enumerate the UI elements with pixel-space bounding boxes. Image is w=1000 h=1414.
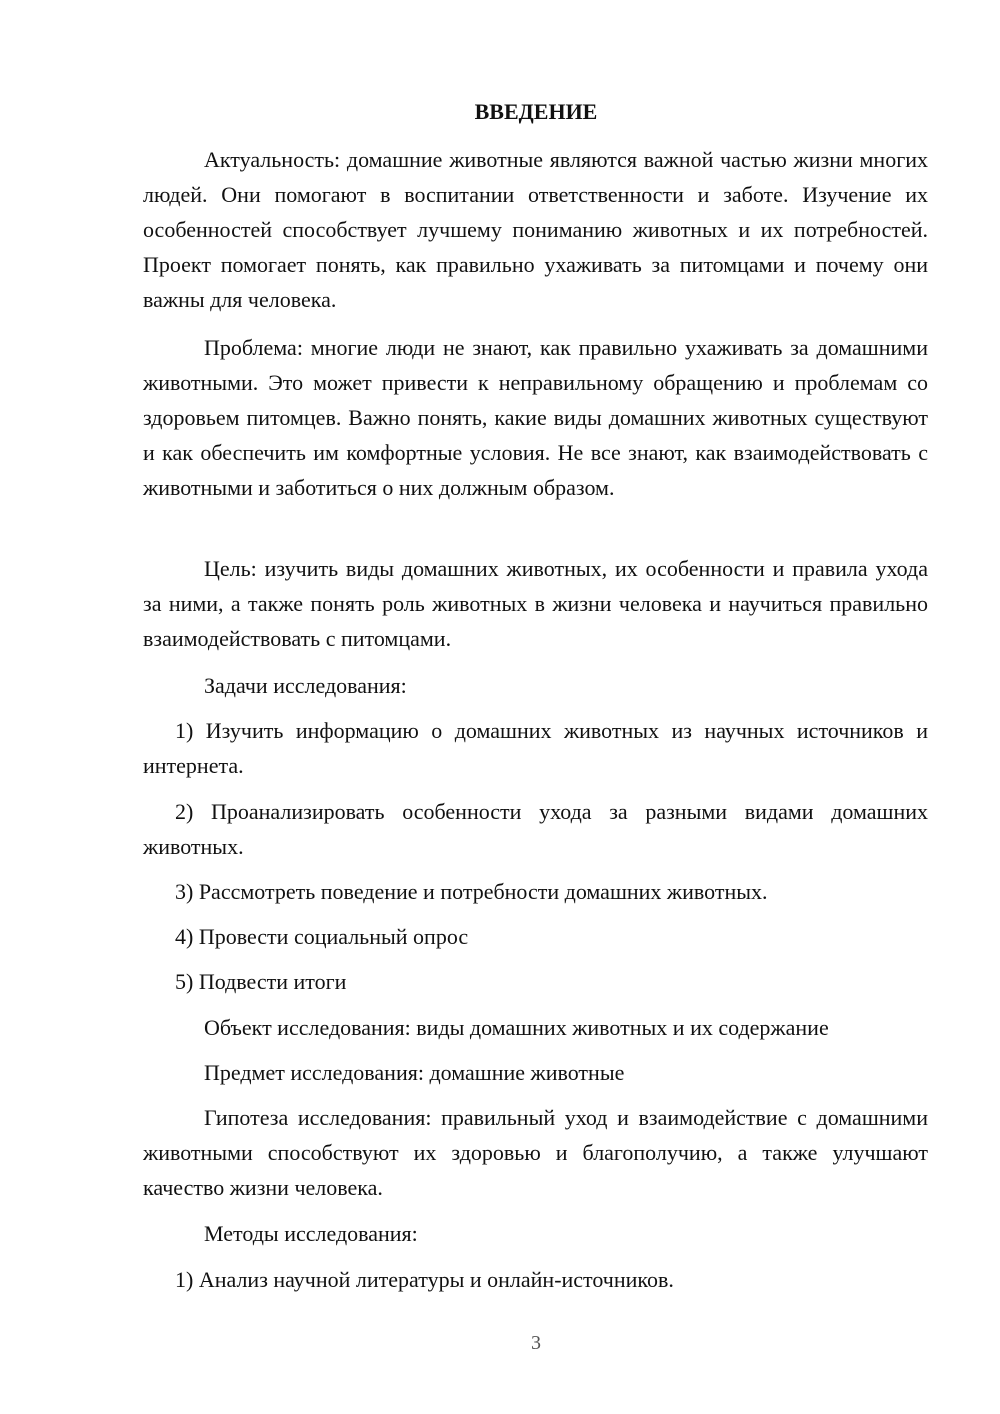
problem-paragraph: Проблема: многие люди не знают, как правильно ухаживать за домашними животными. Это может привести к неправильному обращению и проблемам со здоровьем питомцев. Важно понять, какие виды домашних животных существуют и как обеспечить им комфортные условия. Не все знают, как взаимодействовать с животными и заботиться о них должным образом. [143, 335, 928, 500]
method-item-1: 1) Анализ научной литературы и онлайн-источников. [175, 1267, 674, 1292]
subject-paragraph: Предмет исследования: домашние животные [204, 1060, 625, 1085]
page-number: 3 [531, 1332, 541, 1354]
task-item-5: 5) Подвести итоги [175, 969, 347, 994]
task-item-1: 1) Изучить информацию о домашних животных из научных источников и интернета. [143, 718, 928, 778]
relevance-paragraph: Актуальность: домашние животные являются важной частью жизни многих людей. Они помогают в воспитании ответственности и заботе. Изучение их особенностей способствует лучшему пониманию животных и их потребностей. Проект помогает понять, как правильно ухаживать за питомцами и почему они важны для человека. [143, 147, 928, 312]
hypothesis-paragraph: Гипотеза исследования: правильный уход и взаимодействие с домашними животными способствуют их здоровью и благополучию, а также улучшают качество жизни человека. [143, 1105, 928, 1200]
task-item-3: 3) Рассмотреть поведение и потребности домашних животных. [175, 879, 768, 904]
task-item-2: 2) Проанализировать особенности ухода за разными видами домашних животных. [143, 799, 928, 859]
goal-paragraph: Цель: изучить виды домашних животных, их особенности и правила ухода за ними, а также понять роль животных в жизни человека и научиться правильно взаимодействовать с питомцами. [143, 556, 928, 651]
task-item-4: 4) Провести социальный опрос [175, 924, 469, 949]
methods-heading: Методы исследования: [204, 1221, 418, 1246]
object-paragraph: Объект исследования: виды домашних животных и их содержание [204, 1015, 829, 1040]
page-title: ВВЕДЕНИЕ [474, 99, 598, 124]
tasks-heading: Задачи исследования: [204, 673, 407, 698]
